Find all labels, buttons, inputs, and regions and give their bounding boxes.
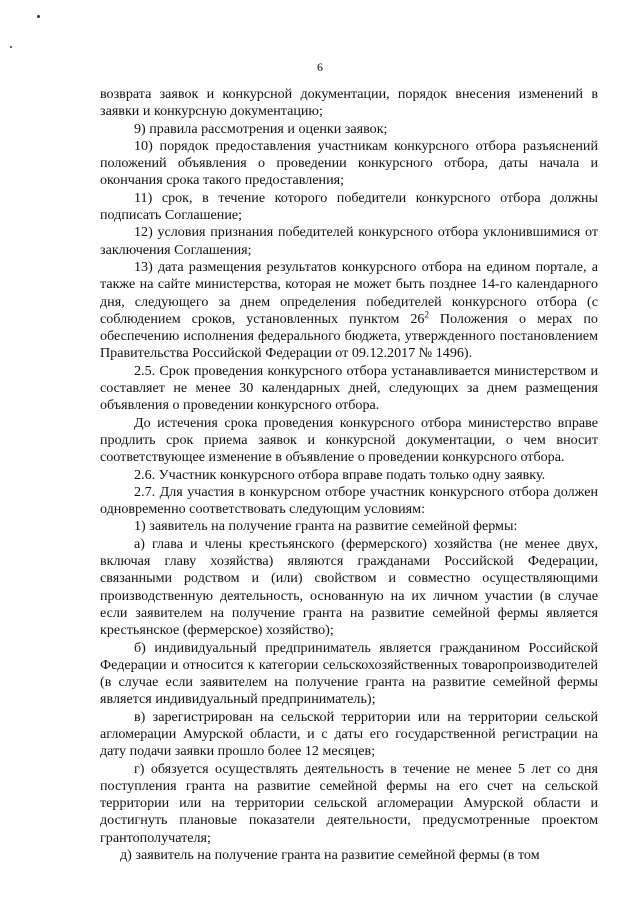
list-item-11: 11) срок, в течение которого победители конкурсного отбора должны подписать Соглашение; bbox=[100, 189, 598, 224]
clause-2-6: 2.6. Участник конкурсного отбора вправе подать только одну заявку. bbox=[134, 466, 546, 483]
list-item-10: 10) порядок предоставления участникам конкурсного отбора разъяснений положений объявления о проведении конкурсного отбора, даты начала и окончания срока такого предоставления; bbox=[100, 137, 598, 189]
condition-1-d: д) заявитель на получение гранта на развитие семейной фермы (в том bbox=[120, 847, 540, 864]
list-item-13-text-end: Положения о мерах по обеспечению исполнения федерального бюджета, утвержденного постановлением Правительства Российской Федерации от 09.12.2017 № 1496). bbox=[100, 310, 598, 362]
list-item-13 bbox=[100, 259, 598, 363]
list-item-9: 9) правила рассмотрения и оценки заявок; bbox=[134, 120, 388, 137]
condition-1-a: а) глава и члены крестьянского (фермерского) хозяйства (не менее двух, включая главу хозяйства) являются гражданами Российской Федерации, связанными родством и (или) свойством и совместно осуществляющими производственную деятельность, основанную на их личном участии (в случае если заявителем на получение гранта на развитие семейной фермы является крестьянское (фермерское) хозяйство); bbox=[100, 535, 598, 639]
clause-2-5: 2.5. Срок проведения конкурсного отбора устанавливается министерством и составляет не менее 30 календарных дней, следующих за днем размещения объявления о проведении конкурсного отбора. bbox=[100, 362, 598, 414]
condition-1-b: б) индивидуальный предприниматель является гражданином Российской Федерации и относится к категории сельскохозяйственных товаропроизводителей (в случае если заявителем на получение гранта на развитие семейной фермы является индивидуальный предприниматель); bbox=[100, 639, 598, 708]
page-number: 6 bbox=[317, 60, 323, 74]
condition-1: 1) заявитель на получение гранта на развитие семейной фермы: bbox=[134, 518, 518, 535]
clause-2-5-extension: До истечения срока проведения конкурсного отбора министерство вправе продлить срок приема заявок и конкурсной документации, о чем вносит соответствующее изменение в объявление о проведении конкурсного отбора. bbox=[100, 414, 598, 466]
document-body bbox=[100, 86, 598, 864]
paragraph-continuation: возврата заявок и конкурсной документации, порядок внесения изменений в заявки и конкурсную документацию; bbox=[100, 86, 598, 120]
list-item-12: 12) условия признания победителей конкурсного отбора уклонившимися от заключения Соглашения; bbox=[100, 224, 598, 258]
condition-1-g: г) обязуется осуществлять деятельность в течение не менее 5 лет со дня поступления гранта на развитие семейной фермы на его счет на сельской территории или на территории сельской агломерации Амурской области и достигнуть плановые показатели деятельности, предусмотренные проектом грантополучателя; bbox=[100, 760, 598, 846]
condition-1-v: в) зарегистрирован на сельской территории или на территории сельской агломерации Амурской области, и с даты его государственной регистрации на дату подачи заявки прошло более 12 месяцев; bbox=[100, 708, 598, 760]
list-item-13-text: 13) дата размещения результатов конкурсного отбора на едином портале, а также на сайте министерства, которая не может быть позднее 14-го календарного дня, следующего за днем определения победителей конкурсного отбора (с соблюдением сроков, установленных пунктом 26 bbox=[100, 258, 598, 327]
scan-speck bbox=[37, 15, 40, 18]
superscript: 2 bbox=[424, 309, 429, 320]
scan-speck bbox=[10, 46, 12, 48]
clause-2-7: 2.7. Для участия в конкурсном отборе участник конкурсного отбора должен одновременно соответствовать следующим условиям: bbox=[100, 483, 598, 518]
